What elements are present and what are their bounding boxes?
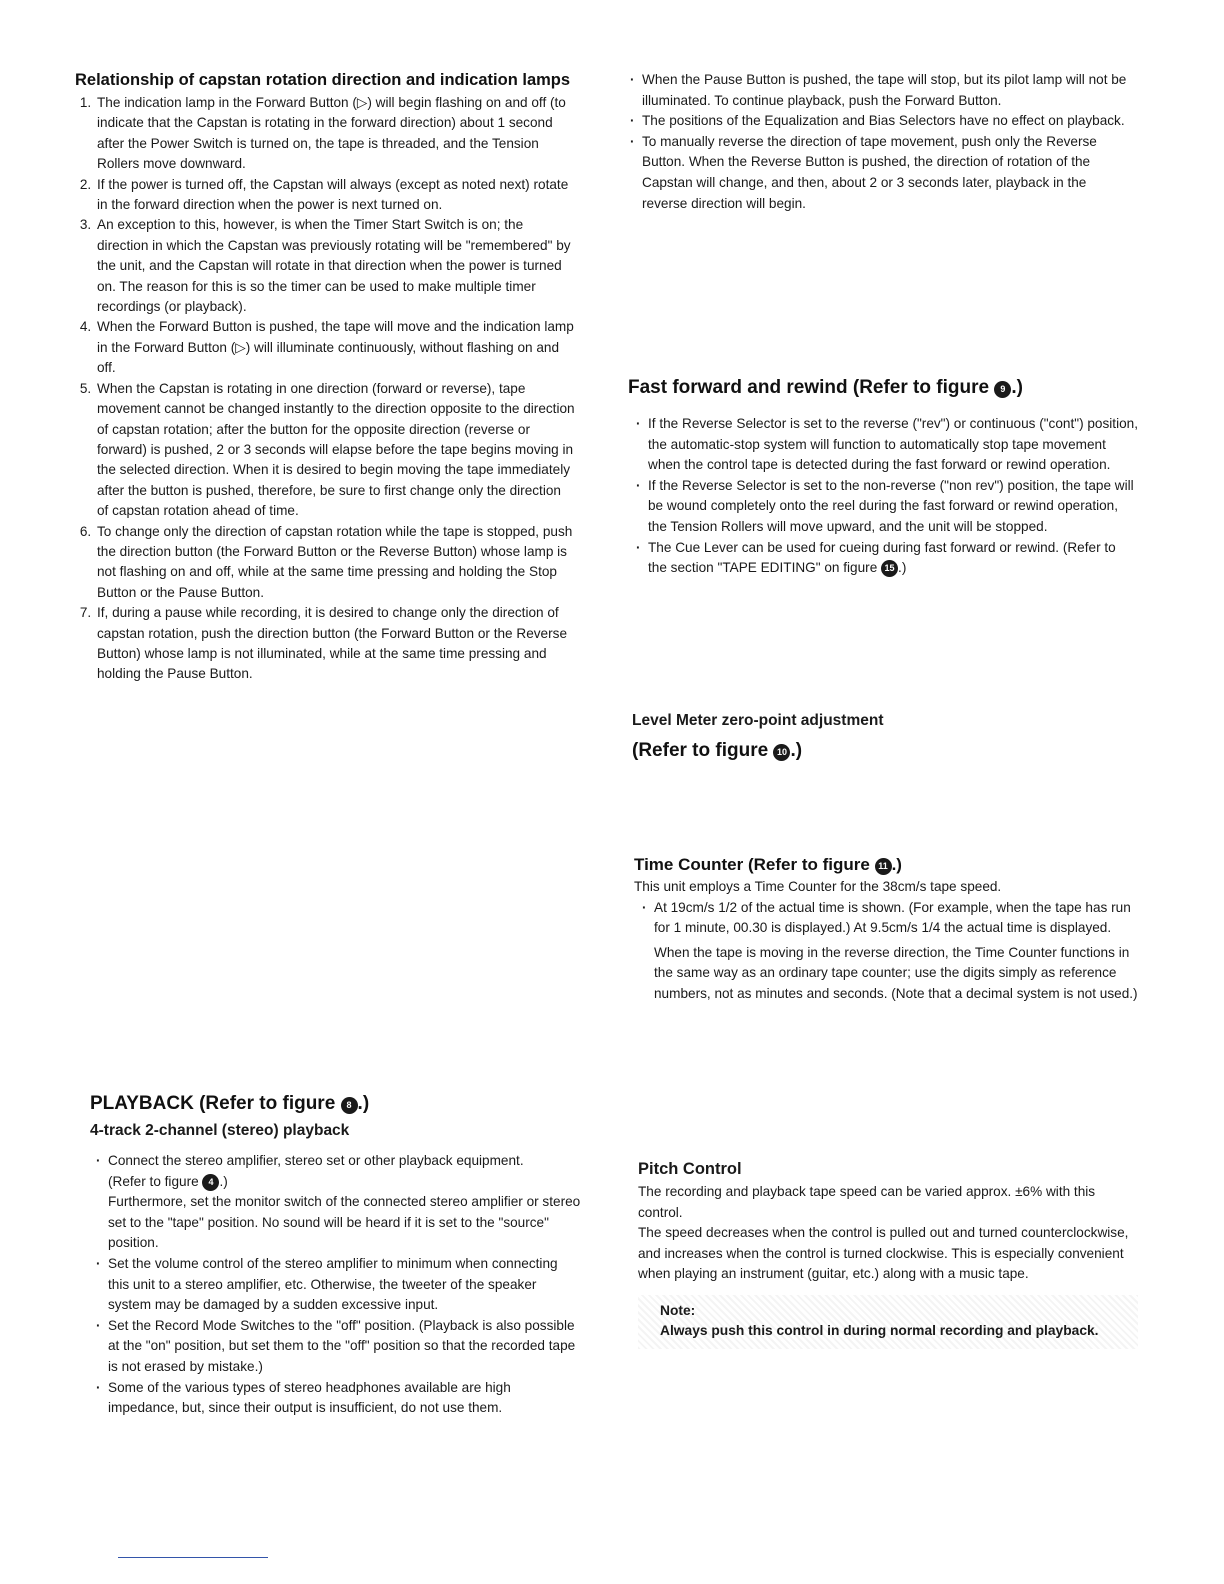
pause-note-1: · When the Pause Button is pushed, the tape will stop, but its pilot lamp will not be illuminated. To continue playback, push the Forward Button. <box>642 70 1128 111</box>
fast-forward-section <box>628 374 1138 579</box>
note-text: Always push this control in during normal recording and playback. <box>660 1322 1099 1338</box>
ff-list <box>628 414 1138 579</box>
connect-ref: (Refer to figure <box>108 1173 199 1189</box>
connect-text: Connect the stereo amplifier, stereo set or other playback equipment. <box>108 1153 524 1168</box>
capstan-heading: Relationship of capstan rotation direction and indication lamps <box>75 71 571 89</box>
ff-heading <box>628 374 1138 402</box>
pause-notes-section <box>628 70 1128 214</box>
playback-list <box>90 1151 582 1419</box>
playback-item-headphones: · Some of the various types of stereo headphones available are high impedance, but, since their output is insufficient, do not use them. <box>108 1378 582 1419</box>
level-heading: Level Meter zero-point adjustment <box>632 712 884 729</box>
level-ref-suffix: .) <box>790 740 803 761</box>
ff-heading-text: Fast forward and rewind (Refer to figure <box>628 377 990 398</box>
level-ref-text: (Refer to figure <box>632 740 769 761</box>
connect-ref-end: .) <box>219 1173 228 1189</box>
time-counter-section <box>634 852 1138 1005</box>
capstan-item-6: 6. To change only the direction of capstan rotation while the tape is stopped, push the direction button (the Forward Button or the Reverse Button) whose lamp is not flashing on and off, while at the same time pressing and holding the Stop Button or the Pause Button. <box>95 522 575 604</box>
ff-item-reverse: · If the Reverse Selector is set to the reverse ("rev") or continuous ("cont") position, the automatic-stop system will function to automatically stop tape movement when the control tape is detected during the fast forward or rewind operation. <box>648 414 1138 476</box>
capstan-item-5: 5. When the Capstan is rotating in one direction (forward or reverse), tape movement cannot be changed instantly to the direction opposite to the direction of capstan rotation; after the button for the opposite direction (reverse or forward) is pushed, 2 or 3 seconds will elapse before the tape begins moving in the selected direction. When it is desired to begin moving the tape immediately after the button is pushed, therefore, be sure to first change only the direction of capstan rotation ahead of time. <box>95 379 575 522</box>
pitch-description: The speed decreases when the control is pulled out and turned counterclockwise, and increases when the control is turned clockwise. This is especially convenient when playing an instrument (guitar, etc.) along with a music tape. <box>638 1225 1129 1282</box>
capstan-section <box>75 68 575 685</box>
ff-heading-suffix: .) <box>1011 377 1023 398</box>
note-label: Note: <box>660 1302 696 1318</box>
counter-intro: This unit employs a Time Counter for the 38cm/s tape speed. <box>634 879 1002 894</box>
counter-list <box>634 898 1138 939</box>
playback-subheading: 4-track 2-channel (stereo) playback <box>90 1122 350 1139</box>
pause-note-2: · The positions of the Equalization and Bias Selectors have no effect on playback. <box>642 111 1128 132</box>
figure-11-icon: 11 <box>875 858 892 875</box>
footer-rule <box>118 1557 268 1558</box>
cue-text: The Cue Lever can be used for cueing during fast forward or rewind. (Refer to the section "TAPE EDITING" on figure <box>648 539 1116 576</box>
counter-heading-suffix: .) <box>891 855 902 874</box>
ff-item-cue <box>648 538 1138 579</box>
counter-reverse: When the tape is moving in the reverse direction, the Time Counter functions in the same way as an ordinary tape counter; use the digits simply as reference numbers, not as minutes and seconds. (Note that a decimal system is not used.) <box>654 944 1138 1001</box>
counter-heading-text: Time Counter (Refer to figure <box>634 855 870 874</box>
capstan-item-4: 4. When the Forward Button is pushed, the tape will move and the indication lamp in the Forward Button (▷) will illuminate continuously, without flashing on and off. <box>95 317 575 378</box>
pitch-range: The recording and playback tape speed can be varied approx. ±6% with this control. <box>638 1184 1096 1220</box>
counter-item-speed: · At 19cm/s 1/2 of the actual time is shown. (For example, when the tape has run for 1 minute, 00.30 is displayed.) At 9.5cm/s 1/4 the actual time is displayed. <box>654 898 1138 939</box>
capstan-item-3: 3. An exception to this, however, is when the Timer Start Switch is on; the direction in which the Capstan was previously rotating will be "remembered" by the unit, and the Capstan will rotate in that direction when the power is turned on. The reason for this is so the timer can be used to make multiple timer recordings (or playback). <box>95 215 575 317</box>
monitor-text: Furthermore, set the monitor switch of the connected stereo amplifier or stereo set to the "tape" position. No sound will be heard if it is set to the "source" position. <box>108 1194 581 1251</box>
level-meter-section <box>632 708 1142 765</box>
pitch-note <box>638 1295 1138 1349</box>
level-ref <box>632 737 1142 765</box>
playback-item-connect <box>108 1151 582 1254</box>
figure-4-icon: 4 <box>202 1174 219 1191</box>
figure-10-icon: 10 <box>773 744 790 761</box>
playback-item-record-mode: · Set the Record Mode Switches to the "off" position. (Playback is also possible at the "on" position, but set them to the "off" position so that the recorded tape is not erased by mistake.) <box>108 1316 582 1378</box>
capstan-item-7: 7. If, during a pause while recording, it is desired to change only the direction of capstan rotation, push the direction button (the Forward Button or the Reverse Button) whose lamp is not illuminated, while at the same time pressing and holding the Pause Button. <box>95 603 575 685</box>
playback-heading-text: PLAYBACK (Refer to figure <box>90 1093 336 1114</box>
pitch-control-section <box>638 1157 1138 1349</box>
playback-item-volume: · Set the volume control of the stereo amplifier to minimum when connecting this unit to a stereo amplifier, etc. Otherwise, the tweeter of the speaker system may be damaged by a sudden excessive input. <box>108 1254 582 1316</box>
pitch-heading: Pitch Control <box>638 1160 742 1178</box>
pause-note-3: · To manually reverse the direction of tape movement, push only the Reverse Button. When the Reverse Button is pushed, the direction of rotation of the Capstan will change, and then, about 2 or 3 seconds later, playback in the reverse direction will begin. <box>642 132 1128 214</box>
playback-heading <box>90 1090 582 1118</box>
pause-notes-list <box>628 70 1128 214</box>
cue-end: .) <box>898 560 907 576</box>
capstan-item-1: 1. The indication lamp in the Forward Button (▷) will begin flashing on and off (to indicate that the Capstan is rotating in the forward direction) about 1 second after the Power Switch is turned on, the tape is threaded, and the Tension Rollers move downward. <box>95 93 575 175</box>
figure-8-icon: 8 <box>341 1097 358 1114</box>
figure-15-icon: 15 <box>881 560 898 577</box>
playback-heading-suffix: .) <box>357 1093 370 1114</box>
counter-heading <box>634 852 1138 877</box>
capstan-list <box>75 93 575 685</box>
ff-item-non-reverse: · If the Reverse Selector is set to the non-reverse ("non rev") position, the tape will be wound completely onto the reel during the fast forward or rewind operation, the Tension Rollers will move upward, and the unit will be stopped. <box>648 476 1138 538</box>
capstan-item-2: 2. If the power is turned off, the Capstan will always (except as noted next) rotate in the forward direction when the power is next turned on. <box>95 175 575 216</box>
figure-9-icon: 9 <box>994 381 1011 398</box>
playback-section <box>90 1090 582 1419</box>
